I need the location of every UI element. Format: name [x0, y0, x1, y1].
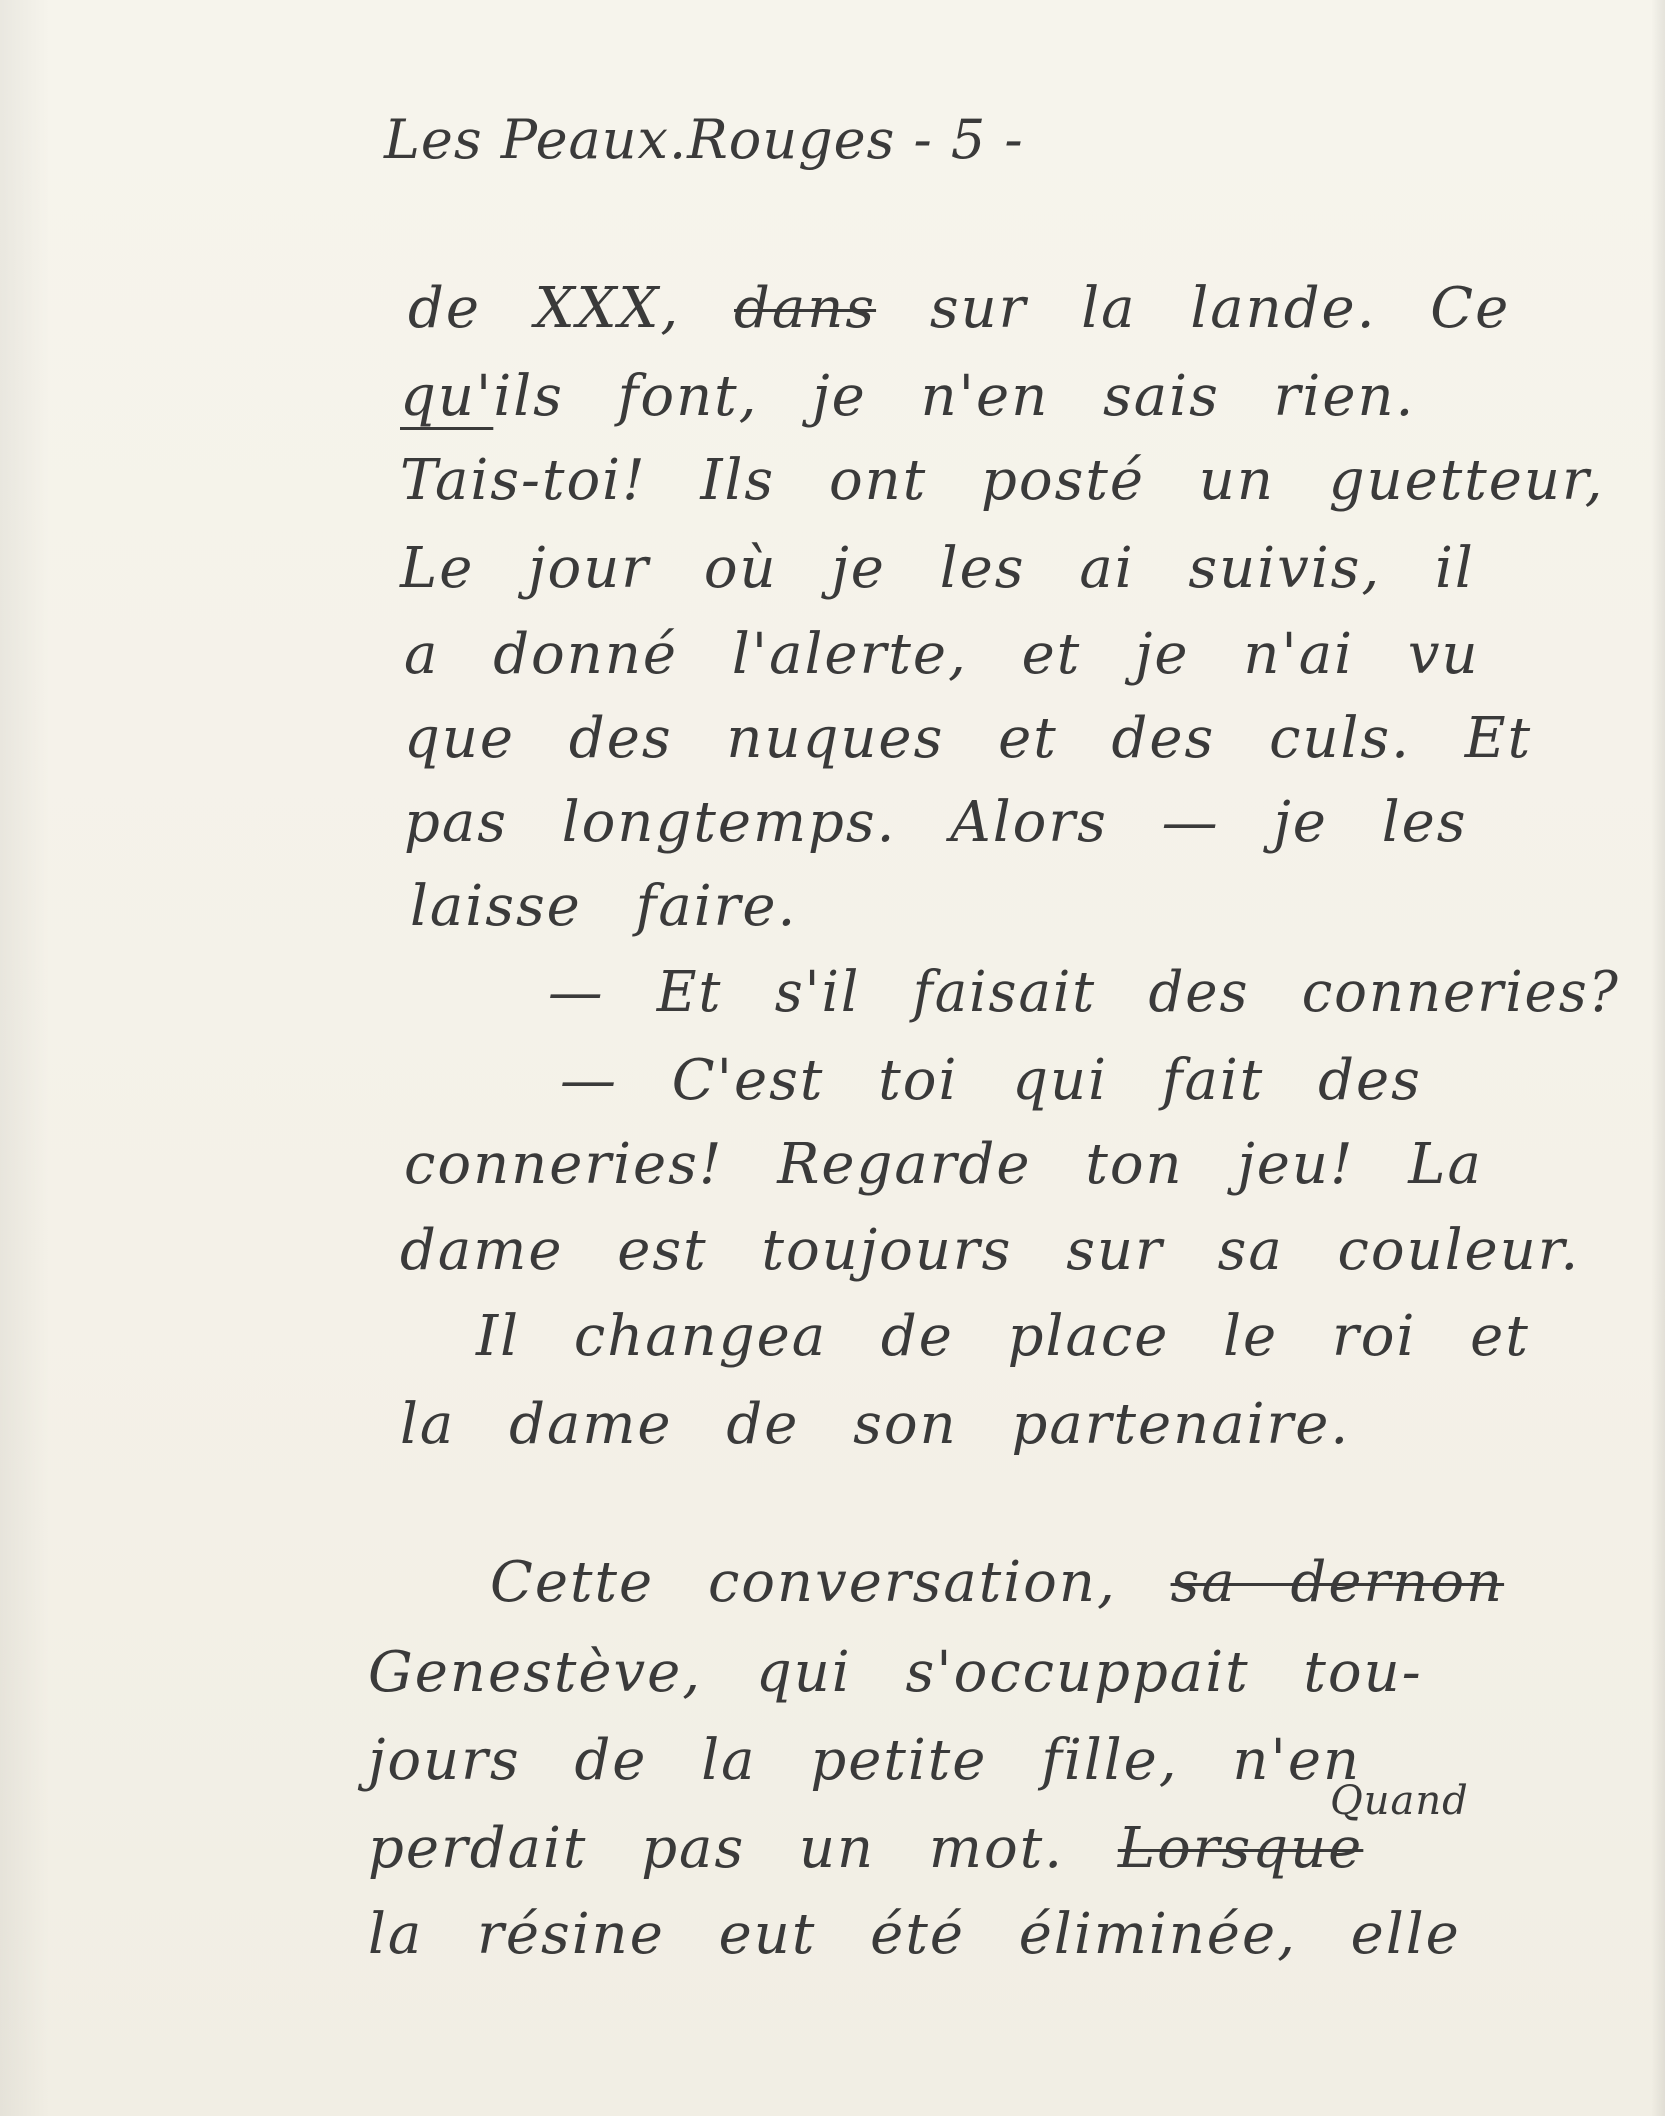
line-text: de XXX,	[408, 276, 681, 341]
line-text: ils font, je n'en sais rien.	[493, 364, 1416, 429]
manuscript-line-1	[408, 276, 1510, 341]
struck-word: Lorsque	[1117, 1816, 1364, 1881]
inserted-word: Quand	[1330, 1778, 1469, 1824]
manuscript-line-5: a donné l'alerte, et je n'ai vu	[404, 622, 1480, 687]
manuscript-line-16: Genestève, qui s'occuppait tou-	[368, 1640, 1423, 1705]
manuscript-line-15	[490, 1550, 1504, 1615]
manuscript-line-13: Il changea de place le roi et	[476, 1304, 1530, 1369]
page-header: Les Peaux.Rouges - 5 -	[384, 108, 1024, 171]
manuscript-line-10: — C'est toi qui fait des	[560, 1048, 1422, 1113]
manuscript-line-6: que des nuques et des culs. Et	[404, 706, 1533, 771]
manuscript-line-9: — Et s'il faisait des conneries?	[548, 960, 1620, 1025]
manuscript-line-17: jours de la petite fille, n'en	[368, 1728, 1362, 1793]
manuscript-line-3: Tais-toi! Ils ont posté un guetteur,	[400, 448, 1605, 513]
manuscript-line-12: dame est toujours sur sa couleur.	[400, 1218, 1581, 1283]
manuscript-line-18	[368, 1816, 1363, 1881]
manuscript-line-7: pas longtemps. Alors — je les	[404, 790, 1468, 855]
manuscript-line-14: la dame de son partenaire.	[400, 1392, 1351, 1457]
manuscript-line-4: Le jour où je les ai suivis, il	[400, 536, 1475, 601]
struck-word: dans	[734, 276, 877, 341]
manuscript-line-2	[400, 364, 1415, 429]
struck-word: sa dernon	[1170, 1550, 1505, 1615]
manuscript-line-11: conneries! Regarde ton jeu! La	[404, 1132, 1483, 1197]
manuscript-line-8: laisse faire.	[410, 874, 798, 939]
line-text: perdait pas un mot.	[368, 1816, 1065, 1881]
manuscript-line-19: la résine eut été éliminée, elle	[368, 1902, 1461, 1967]
underlined-word: qu'	[400, 364, 494, 429]
line-text: sur la lande. Ce	[929, 276, 1511, 341]
line-text: Cette conversation,	[490, 1550, 1117, 1615]
